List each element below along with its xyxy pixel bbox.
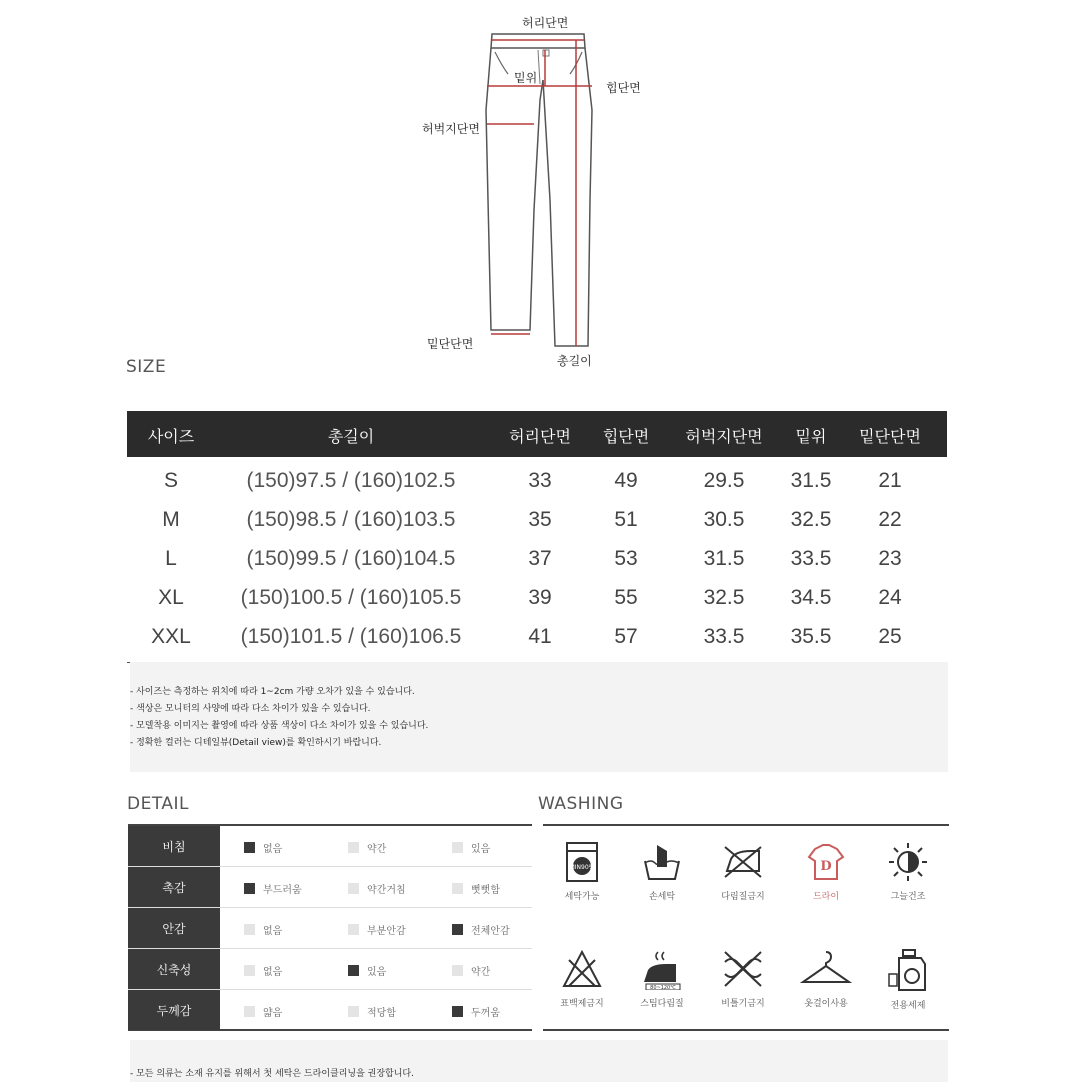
detail-option-label: 부드러움 <box>263 885 302 896</box>
header-waist: 허리단면 <box>509 427 571 446</box>
detail-option-label: 얇음 <box>263 1008 283 1019</box>
size-cell-size: L <box>165 547 177 570</box>
note-line: - 모델착용 이미지는 촬영에 따라 상품 색상이 다소 차이가 있을 수 있습니다. <box>130 721 429 731</box>
hem-label: 밑단단면 <box>427 337 474 351</box>
washing-label: 비틀기금지 <box>721 999 765 1009</box>
size-cell-thigh: 33.5 <box>703 625 745 648</box>
header-rise: 밑위 <box>795 427 827 446</box>
washing-item <box>708 841 778 902</box>
size-row <box>127 539 947 578</box>
washing-item <box>627 841 697 902</box>
detail-option <box>348 922 406 937</box>
washing-panel <box>543 824 949 1031</box>
washing-label: 스팀다림질 <box>640 999 684 1009</box>
detail-option-label: 두꺼움 <box>471 1008 500 1019</box>
detail-option-label: 뻣뻣함 <box>471 885 500 896</box>
washing-item <box>791 948 861 1009</box>
washing-label: 손세탁 <box>648 892 676 902</box>
washing-item <box>791 841 861 902</box>
size-cell-length: (150)101.5 / (160)106.5 <box>240 625 462 648</box>
detail-row <box>128 949 532 990</box>
hip-label: 힙단면 <box>606 81 641 95</box>
detail-option <box>348 1004 396 1019</box>
detail-row <box>128 908 532 949</box>
detail-option <box>244 840 282 855</box>
size-cell-waist: 35 <box>528 508 552 531</box>
detail-option-label: 있음 <box>367 967 387 978</box>
steam-iron-icon <box>640 948 684 990</box>
machine-temp: MIN90% <box>569 864 595 871</box>
size-cell-length: (150)100.5 / (160)105.5 <box>240 586 462 609</box>
size-cell-size: M <box>162 508 180 531</box>
size-cell-size: XL <box>158 586 184 609</box>
detail-option-label: 약간 <box>471 967 491 978</box>
detail-option-label: 없음 <box>263 926 283 937</box>
pants-diagram <box>380 0 680 380</box>
unchecked-box-icon <box>244 1006 255 1017</box>
header-thigh: 허벅지단면 <box>685 427 763 446</box>
size-cell-thigh: 30.5 <box>703 508 745 531</box>
size-cell-rise: 31.5 <box>790 469 832 492</box>
detail-row-label: 두께감 <box>128 990 220 1030</box>
size-cell-rise: 35.5 <box>790 625 832 648</box>
detail-option-label: 적당함 <box>367 1008 396 1019</box>
checked-box-icon <box>244 842 255 853</box>
detail-row-label: 촉감 <box>128 867 220 907</box>
unchecked-box-icon <box>348 842 359 853</box>
washing-item <box>873 948 943 1011</box>
size-cell-length: (150)97.5 / (160)102.5 <box>246 469 456 492</box>
detail-option <box>244 922 282 937</box>
rise-label: 밑위 <box>514 71 538 85</box>
detail-row-label: 안감 <box>128 908 220 948</box>
detail-option-label: 전체안감 <box>471 926 510 937</box>
detail-row <box>128 990 532 1030</box>
detail-option <box>452 840 490 855</box>
header-hip: 힙단면 <box>602 427 650 446</box>
size-cell-hem: 25 <box>878 625 902 648</box>
size-cell-hip: 49 <box>614 469 638 492</box>
checked-box-icon <box>348 965 359 976</box>
detergent-icon <box>887 948 929 992</box>
unchecked-box-icon <box>452 883 463 894</box>
size-cell-rise: 34.5 <box>790 586 832 609</box>
size-row <box>127 500 947 539</box>
washing-label: 옷걸이사용 <box>804 999 848 1009</box>
unchecked-box-icon <box>348 924 359 935</box>
detail-option <box>452 922 510 937</box>
detail-option-label: 있음 <box>471 844 491 855</box>
header-length: 총길이 <box>327 427 375 446</box>
size-cell-hip: 53 <box>614 547 638 570</box>
size-row <box>127 578 947 617</box>
no-bleach-icon <box>561 948 603 990</box>
detail-table <box>128 824 532 1031</box>
washing-item <box>627 948 697 1009</box>
detail-row <box>128 826 532 867</box>
detail-row-label: 비침 <box>128 826 220 866</box>
detail-option <box>452 1004 500 1019</box>
size-row <box>127 617 947 656</box>
washing-label: 전용세제 <box>890 1001 926 1011</box>
size-cell-waist: 33 <box>528 469 552 492</box>
size-cell-thigh: 29.5 <box>703 469 745 492</box>
size-cell-size: XXL <box>151 625 191 648</box>
length-label: 총길이 <box>557 354 592 368</box>
dry-clean-icon <box>805 841 847 883</box>
washing-item <box>547 948 617 1009</box>
washing-label: 세탁가능 <box>564 892 600 902</box>
care-notes <box>130 1040 948 1082</box>
detail-option-label: 없음 <box>263 967 283 978</box>
size-cell-hem: 23 <box>878 547 902 570</box>
checked-box-icon <box>452 924 463 935</box>
detail-option <box>452 881 500 896</box>
header-size: 사이즈 <box>147 427 195 446</box>
no-wring-icon <box>721 948 765 990</box>
size-notes <box>130 662 948 772</box>
detail-section-title: DETAIL <box>127 794 190 814</box>
size-cell-hem: 21 <box>878 469 902 492</box>
size-section-title: SIZE <box>126 357 167 377</box>
washing-machine-icon <box>565 841 599 883</box>
washing-label: 그늘건조 <box>890 892 926 902</box>
size-cell-thigh: 32.5 <box>703 586 745 609</box>
size-cell-waist: 39 <box>528 586 552 609</box>
detail-option <box>348 963 386 978</box>
size-table-header <box>127 411 947 457</box>
size-cell-rise: 33.5 <box>790 547 832 570</box>
iron-temp: 80~120℃ <box>650 985 676 990</box>
care-note-line: - 모든 의류는 소재 유지를 위해서 첫 세탁은 드라이클리닝을 권장합니다. <box>130 1069 414 1079</box>
unchecked-box-icon <box>348 1006 359 1017</box>
size-row <box>127 461 947 500</box>
washing-label: 표백제금지 <box>560 999 604 1009</box>
waist-label: 허리단면 <box>522 16 569 30</box>
size-cell-length: (150)98.5 / (160)103.5 <box>246 508 456 531</box>
note-line: - 정확한 컬러는 디테일뷰(Detail view)를 확인하시기 바랍니다. <box>130 738 382 748</box>
unchecked-box-icon <box>452 842 463 853</box>
size-cell-waist: 37 <box>528 547 552 570</box>
note-line: - 색상은 모니터의 사양에 따라 다소 차이가 있을 수 있습니다. <box>130 704 371 714</box>
detail-option <box>244 963 282 978</box>
detail-option <box>244 1004 282 1019</box>
size-cell-hip: 57 <box>614 625 638 648</box>
detail-option <box>452 963 490 978</box>
detail-row-label: 신축성 <box>128 949 220 989</box>
size-cell-size: S <box>163 469 179 492</box>
unchecked-box-icon <box>452 965 463 976</box>
hand-wash-icon <box>641 841 683 883</box>
hanger-icon <box>799 948 853 990</box>
note-line: - 사이즈는 측정하는 위치에 따라 1~2cm 가량 오차가 있을 수 있습니다. <box>130 687 415 697</box>
header-hem: 밑단단면 <box>859 427 921 446</box>
washing-label: 드라이 <box>812 892 840 902</box>
size-cell-hip: 55 <box>614 586 638 609</box>
size-cell-waist: 41 <box>528 625 552 648</box>
washing-item <box>547 841 617 902</box>
detail-option <box>348 840 386 855</box>
detail-option-label: 약간 <box>367 844 387 855</box>
washing-item <box>708 948 778 1009</box>
size-cell-hem: 22 <box>878 508 902 531</box>
size-cell-rise: 32.5 <box>790 508 832 531</box>
checked-box-icon <box>452 1006 463 1017</box>
no-iron-icon <box>721 841 765 883</box>
detail-row <box>128 867 532 908</box>
unchecked-box-icon <box>348 883 359 894</box>
size-cell-hip: 51 <box>614 508 638 531</box>
size-table <box>127 411 947 663</box>
detail-option <box>244 881 302 896</box>
pants-outline-icon <box>380 0 680 380</box>
detail-option-label: 없음 <box>263 844 283 855</box>
detail-option <box>348 881 406 896</box>
unchecked-box-icon <box>244 965 255 976</box>
shade-dry-icon <box>887 841 929 883</box>
checked-box-icon <box>244 883 255 894</box>
size-cell-hem: 24 <box>878 586 902 609</box>
detail-option-label: 약간거침 <box>367 885 406 896</box>
detail-option-label: 부분안감 <box>367 926 406 937</box>
washing-label: 다림질금지 <box>721 892 765 902</box>
washing-item <box>873 841 943 902</box>
thigh-label: 허벅지단면 <box>422 122 480 136</box>
size-cell-length: (150)99.5 / (160)104.5 <box>246 547 456 570</box>
size-cell-thigh: 31.5 <box>703 547 745 570</box>
svg-text:D: D <box>820 859 832 874</box>
washing-section-title: WASHING <box>538 794 624 814</box>
unchecked-box-icon <box>244 924 255 935</box>
